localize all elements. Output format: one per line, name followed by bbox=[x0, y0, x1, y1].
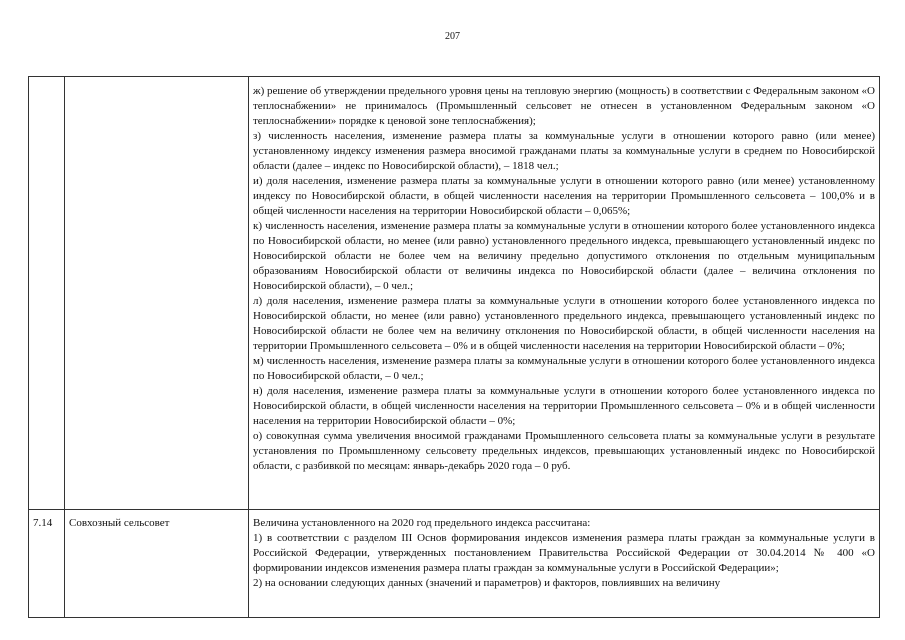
row-number-cell bbox=[29, 77, 65, 510]
paragraph: Величина установленного на 2020 год предельного индекса рассчитана: bbox=[253, 517, 591, 529]
row-number-cell: 7.14 bbox=[29, 510, 65, 618]
paragraph: к) численность населения, изменение размера платы за коммунальные услуги в отношении которого более установленного индекса по Новосибирской области, но менее (или равно) установленного предельного индекса, превышающего установленный индекс по Новосибирской области не более чем на величину предельно допустимого отклонения по отдельным муниципальным образованиям Новосибирской области от величины индекса по Новосибирской области (далее – величина отклонения по Новосибирской области), – 0 чел.; bbox=[253, 220, 875, 292]
table-row bbox=[29, 510, 880, 618]
table-row bbox=[29, 77, 880, 510]
paragraph: о) совокупная сумма увеличения вносимой гражданами Промышленного сельсовета платы за коммунальные услуги в результате установления по Промышленному сельсовету предельных индексов, превышающих установленный индекс по Новосибирской области, с разбивкой по месяцам: январь-декабрь 2020 года – 0 руб. bbox=[253, 430, 875, 472]
paragraph: н) доля населения, изменение размера платы за коммунальные услуги в отношении которого более установленного индекса по Новосибирской области, в общей численности населения на территории Промышленного сельсовета – 0% и в общей численности населения на территории Новосибирской области – 0%; bbox=[253, 385, 875, 427]
paragraph: м) численность населения, изменение размера платы за коммунальные услуги в отношении которого более установленного индекса по Новосибирской области, – 0 чел.; bbox=[253, 355, 875, 382]
paragraph: 1) в соответствии с разделом III Основ формирования индексов изменения размера платы граждан за коммунальные услуги в Российской Федерации, утвержденных постановлением Правительства Российской Федерации от 30.04.2014 № 400 «О формировании индексов изменения размера платы граждан за коммунальные услуги в Российской Федерации»; bbox=[253, 532, 875, 574]
paragraph: ж) решение об утверждении предельного уровня цены на тепловую энергию (мощность) в соответствии с Федеральным законом «О теплоснабжении» не принималось (Промышленный сельсовет не отнесен в установленном Федеральным законом «О теплоснабжении» порядке к ценовой зоне теплоснабжения); bbox=[253, 85, 875, 127]
document-table bbox=[28, 76, 880, 618]
description-cell bbox=[249, 77, 880, 510]
paragraph: л) доля населения, изменение размера платы за коммунальные услуги в отношении которого более установленного индекса по Новосибирской области, но менее (или равно) установленного предельного индекса, превышающего установленный индекс по Новосибирской области не более чем на величину отклонения по Новосибирской области, в общей численности населения на территории Промышленного сельсовета – 0% и в общей численности населения на территории Новосибирской области – 0%; bbox=[253, 295, 875, 352]
page-number: 207 bbox=[445, 31, 460, 42]
description-cell bbox=[249, 510, 880, 618]
municipality-name-cell bbox=[65, 77, 249, 510]
paragraph: з) численность населения, изменение размера платы за коммунальные услуги в отношении которого равно (или менее) установленному индексу изменения размера вносимой гражданами платы за коммунальные услуги в среднем по Новосибирской области (далее – индекс по Новосибирской области), – 1818 чел.; bbox=[253, 130, 875, 172]
paragraph: 2) на основании следующих данных (значений и параметров) и факторов, повлиявших на величину bbox=[253, 577, 721, 589]
paragraph: и) доля населения, изменение размера платы за коммунальные услуги в отношении которого равно (или менее) установленному индексу по Новосибирской области, в общей численности населения на территории Промышленного сельсовета – 100,0% и в общей численности населения на территории Новосибирской области – 0,065%; bbox=[253, 175, 875, 217]
municipality-name-cell: Совхозный сельсовет bbox=[65, 510, 249, 618]
